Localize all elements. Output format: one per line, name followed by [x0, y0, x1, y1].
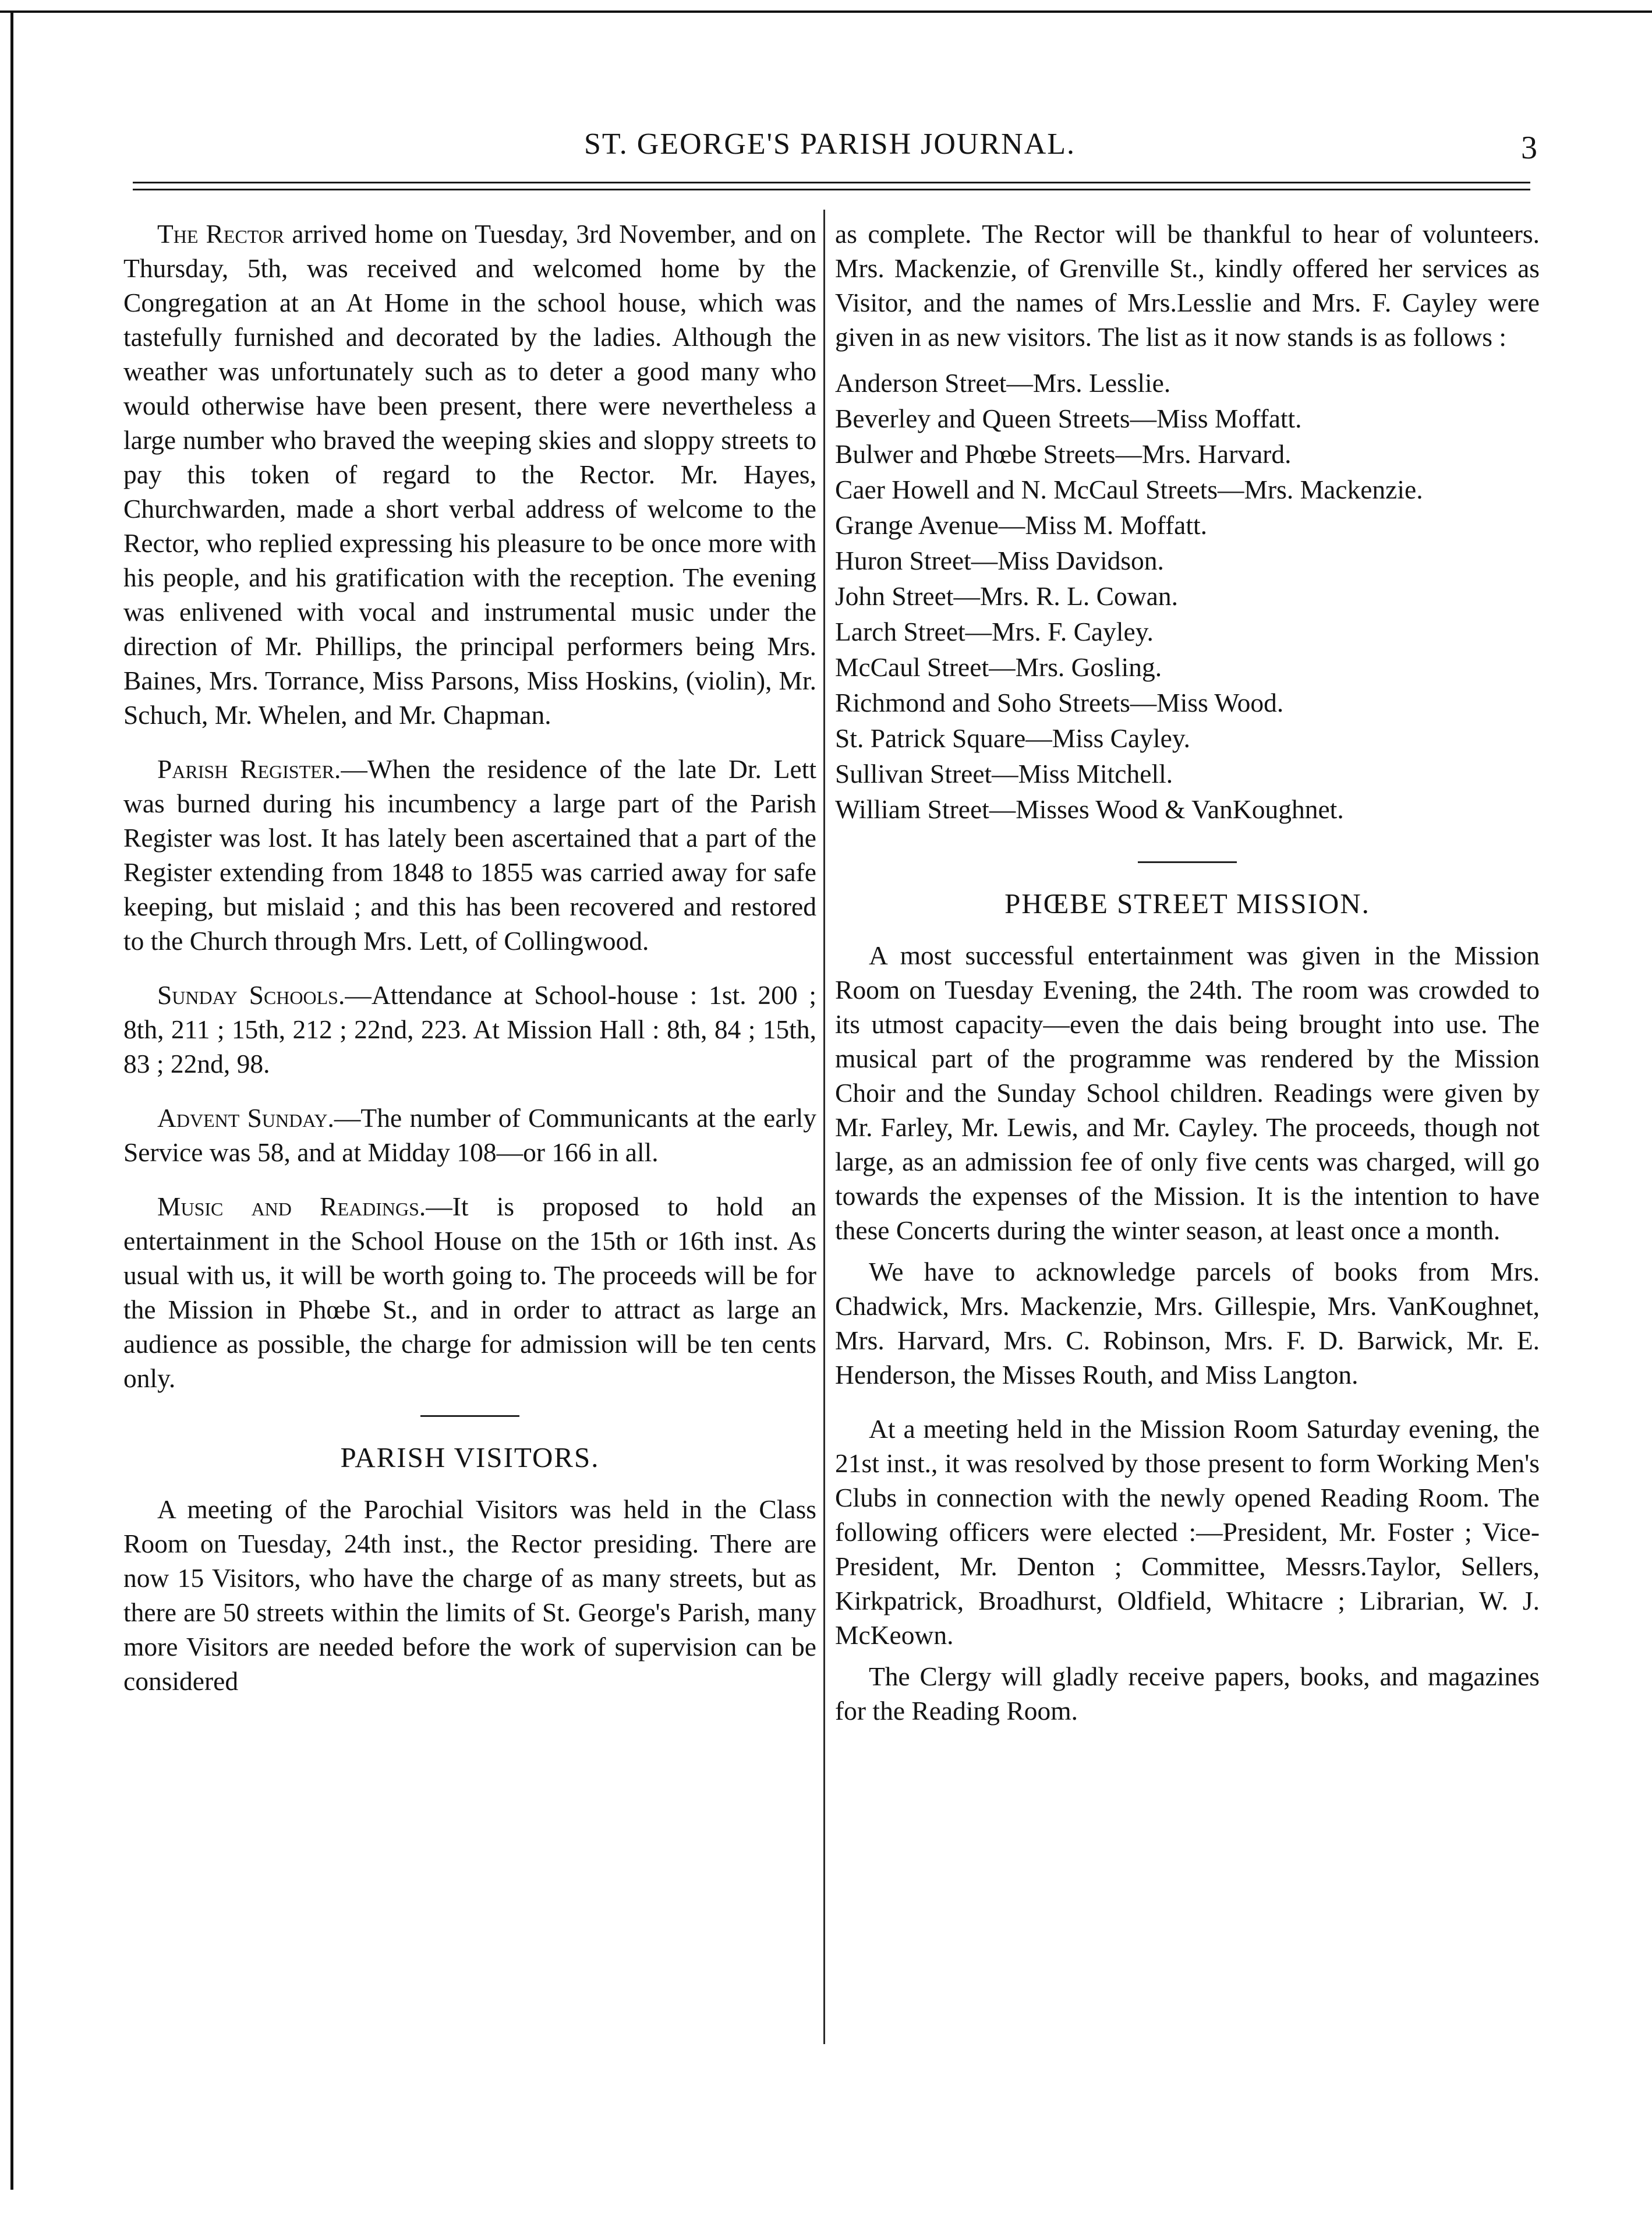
right-column: [835, 217, 1540, 1748]
mission-heading: PHŒBE STREET MISSION.: [1004, 888, 1370, 920]
register-lead: Parish Register.: [157, 754, 341, 784]
visitors-paragraph: A meeting of the Parochial Visitors was held in the Class Room on Tuesday, 24th inst., the Rector presiding. There are now 15 Visitors, who have the charge of as many streets, but as there are 50 streets within the limits of St. George's Parish, many more Visitors are needed before the work of supervision can be considered: [123, 1494, 816, 1696]
top-edge-line: [0, 10, 1652, 13]
music-paragraph: [123, 1189, 816, 1395]
mission-paragraph-3: At a meeting held in the Mission Room Saturday evening, the 21st inst., it was resolved by those present to form Working Men's Clubs in connection with the newly opened Reading Room. The following officers were elected :—President, Mr. Foster ; Vice-President, Mr. Denton ; Committee, Messrs.Taylor, Sellers, Kirkpatrick, Broadhurst, Oldfield, Whitacre ; Librarian, W. J. McKeown.: [835, 1414, 1540, 1650]
sunday-schools-lead: Sunday Schools.: [157, 980, 345, 1010]
mission-paragraph-2: We have to acknowledge parcels of books from Mrs. Chadwick, Mrs. Mackenzie, Mrs. Gillespie, Mrs. VanKoughnet, Mrs. Harvard, Mrs. C. Robinson, Mrs. F. D. Barwick, Mr. E. Henderson, the Misses Routh, and Miss Langton.: [835, 1257, 1540, 1390]
sunday-schools-paragraph: [123, 978, 816, 1081]
left-margin-line: [10, 12, 13, 2190]
list-item: Huron Street—Miss Davidson.: [835, 546, 1164, 575]
rector-lead: The Rector: [157, 219, 285, 249]
advent-lead: Advent Sunday.: [157, 1103, 334, 1133]
header-rule-top: [133, 182, 1530, 183]
mission-paragraph-4: The Clergy will gladly receive papers, books, and magazines for the Reading Room.: [835, 1661, 1540, 1726]
mission-paragraph-1: A most successful entertainment was given in the Mission Room on Tuesday Evening, the 24th. The room was crowded to its utmost capacity—even the dais being brought into use. The musical part of the programme was rendered by the Mission Choir and the Sunday School children. Readings were given by Mr. Farley, Mr. Lewis, and Mr. Cayley. The proceeds, though not large, as an admission fee of only five cents was charged, will go towards the expenses of the Mission. It is the intention to have these Concerts during the winter season, at least once a month.: [835, 941, 1540, 1245]
register-text: —When the residence of the late Dr. Lett was burned during his incumbency a large part of the Parish Register was lost. It has lately been ascertained that a part of the Register extending from 1848 to 1855 was carried away for safe keeping, but mislaid ; and this has been recovered and restored to the Church through Mrs. Lett, of Collingwood.: [123, 754, 816, 956]
list-item: Larch Street—Mrs. F. Cayley.: [835, 617, 1154, 646]
section-divider: [420, 1415, 519, 1417]
list-item: Beverley and Queen Streets—Miss Moffatt.: [835, 404, 1302, 433]
list-item: Grange Avenue—Miss M. Moffatt.: [835, 510, 1208, 540]
rector-paragraph: [123, 217, 816, 732]
visitors-continued: as complete. The Rector will be thankful to hear of volunteers. Mrs. Mackenzie, of Grenville St., kindly offered her services as Visitor, and the names of Mrs.Lesslie and Mrs. F. Cayley were given in as new visitors. The list as it now stands is as follows :: [835, 219, 1540, 352]
list-item: Sullivan Street—Miss Mitchell.: [835, 759, 1173, 789]
advent-paragraph: [123, 1101, 816, 1169]
list-item: John Street—Mrs. R. L. Cowan.: [835, 581, 1178, 611]
list-item: Anderson Street—Mrs. Lesslie.: [835, 368, 1171, 398]
journal-title: ST. GEORGE'S PARISH JOURNAL.: [583, 128, 1076, 161]
list-item: Bulwer and Phœbe Streets—Mrs. Harvard.: [835, 439, 1292, 469]
rector-text: arrived home on Tuesday, 3rd November, and on Thursday, 5th, was received and welcomed home by the Congregation at an At Home in the school house, which was tastefully furnished and decorated by the ladies. Although the weather was unfortunately such as to deter a good many who would otherwise have been present, there were nevertheless a large number who braved the weeping skies and sloppy streets to pay this token of regard to the Rector. Mr. Hayes, Churchwarden, made a short verbal address of welcome to the Rector, who replied expressing his pleasure to be once more with his people, and his gratification with the reception. The evening was enlivened with vocal and instrumental music under the direction of Mr. Phillips, the principal performers being Mrs. Baines, Mrs. Torrance, Miss Parsons, Miss Hoskins, (violin), Mr. Schuch, Mr. Whelen, and Mr. Chapman.: [123, 219, 816, 730]
header-rule-bottom: [133, 189, 1530, 190]
music-text: —It is proposed to hold an entertainment in the School House on the 15th or 16th inst. As usual with us, it will be worth going to. The proceeds will be for the Mission in Phœbe St., and in order to attract as large an audience as possible, the charge for admission will be ten cents only.: [123, 1192, 816, 1393]
register-paragraph: [123, 752, 816, 958]
list-item: William Street—Misses Wood & VanKoughnet.: [835, 794, 1344, 824]
page-number: 3: [1521, 130, 1537, 166]
list-item: Caer Howell and N. McCaul Streets—Mrs. Mackenzie.: [835, 475, 1423, 504]
parish-visitors-heading: PARISH VISITORS.: [340, 1441, 600, 1473]
running-head: [134, 127, 1537, 174]
section-divider: [1138, 861, 1237, 863]
list-item: McCaul Street—Mrs. Gosling.: [835, 652, 1162, 682]
visitor-list: [835, 366, 1540, 826]
advent-text: —The number of Communicants at the early Service was 58, and at Midday 108—or 166 in all.: [123, 1103, 816, 1167]
music-lead: Music and Readings.: [157, 1192, 426, 1221]
column-divider: [823, 210, 825, 2044]
list-item: St. Patrick Square—Miss Cayley.: [835, 723, 1190, 753]
left-column: [123, 217, 816, 1718]
list-item: Richmond and Soho Streets—Miss Wood.: [835, 688, 1284, 717]
sunday-schools-text: —Attendance at School-house : 1st. 200 ; 8th, 211 ; 15th, 212 ; 22nd, 223. At Mission Hall : 8th, 84 ; 15th, 83 ; 22nd, 98.: [123, 980, 816, 1079]
